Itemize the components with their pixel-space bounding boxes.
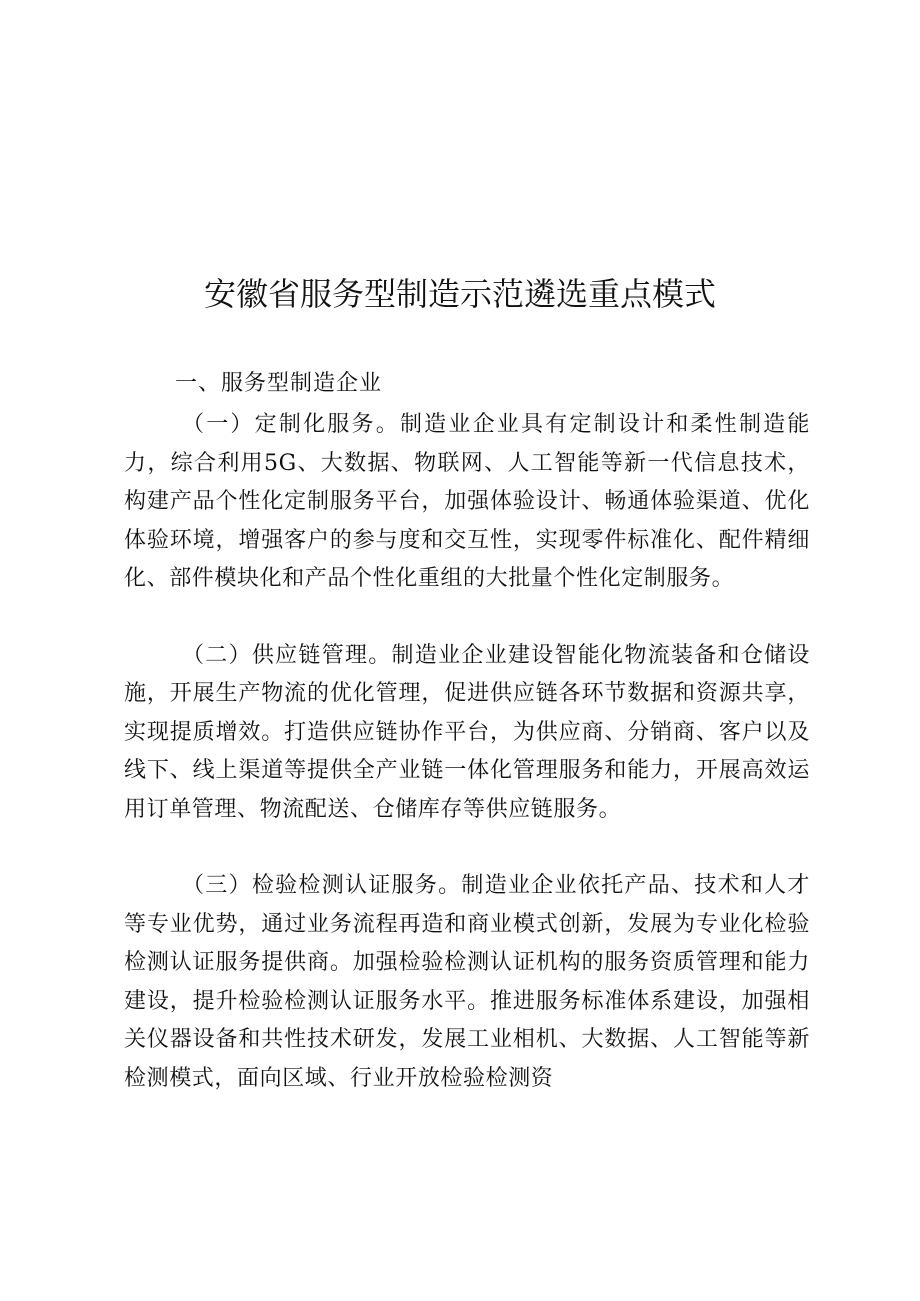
paragraph-supply-chain: （二）供应链管理。制造业企业建设智能化物流装备和仓储设施，开展生产物流的优化管理，促进供应链各环节数据和资源共享，实现提质增效。打造供应链协作平台，为供应商、分销商、客户以及线下、线上渠道等提供全产业链一体化管理服务和能力，开展高效运用订单管理、物流配送、仓储库存等供应链服务。 [124,642,810,822]
paragraph-customization: （一）定制化服务。制造业企业具有定制设计和柔性制造能力，综合利用5G、大数据、物联网、人工智能等新一代信息技术，构建产品个性化定制服务平台，加强体验设计、畅通体验渠道、优化体验环境，增强客户的参与度和交互性，实现零件标准化、配件精细化、部件模块化和产品个性化重组的大批量个性化定制服务。 [124,412,810,591]
document-title: 安徽省服务型制造示范遴选重点模式 [203,275,716,313]
section-heading: 一、服务型制造企业 [175,371,383,396]
document-body [124,406,810,1098]
paragraph-inspection: （三）检验检测认证服务。制造业企业依托产品、技术和人才等专业优势，通过业务流程再造和商业模式创新，发展为专业化检验检测认证服务提供商。加强检验检测认证机构的服务资质管理和能力建设，提升检验检测认证服务水平。推进服务标准体系建设，加强相关仪器设备和共性技术研发，发展工业相机、大数据、人工智能等新检测模式，面向区域、行业开放检验检测资 [124,873,810,1091]
